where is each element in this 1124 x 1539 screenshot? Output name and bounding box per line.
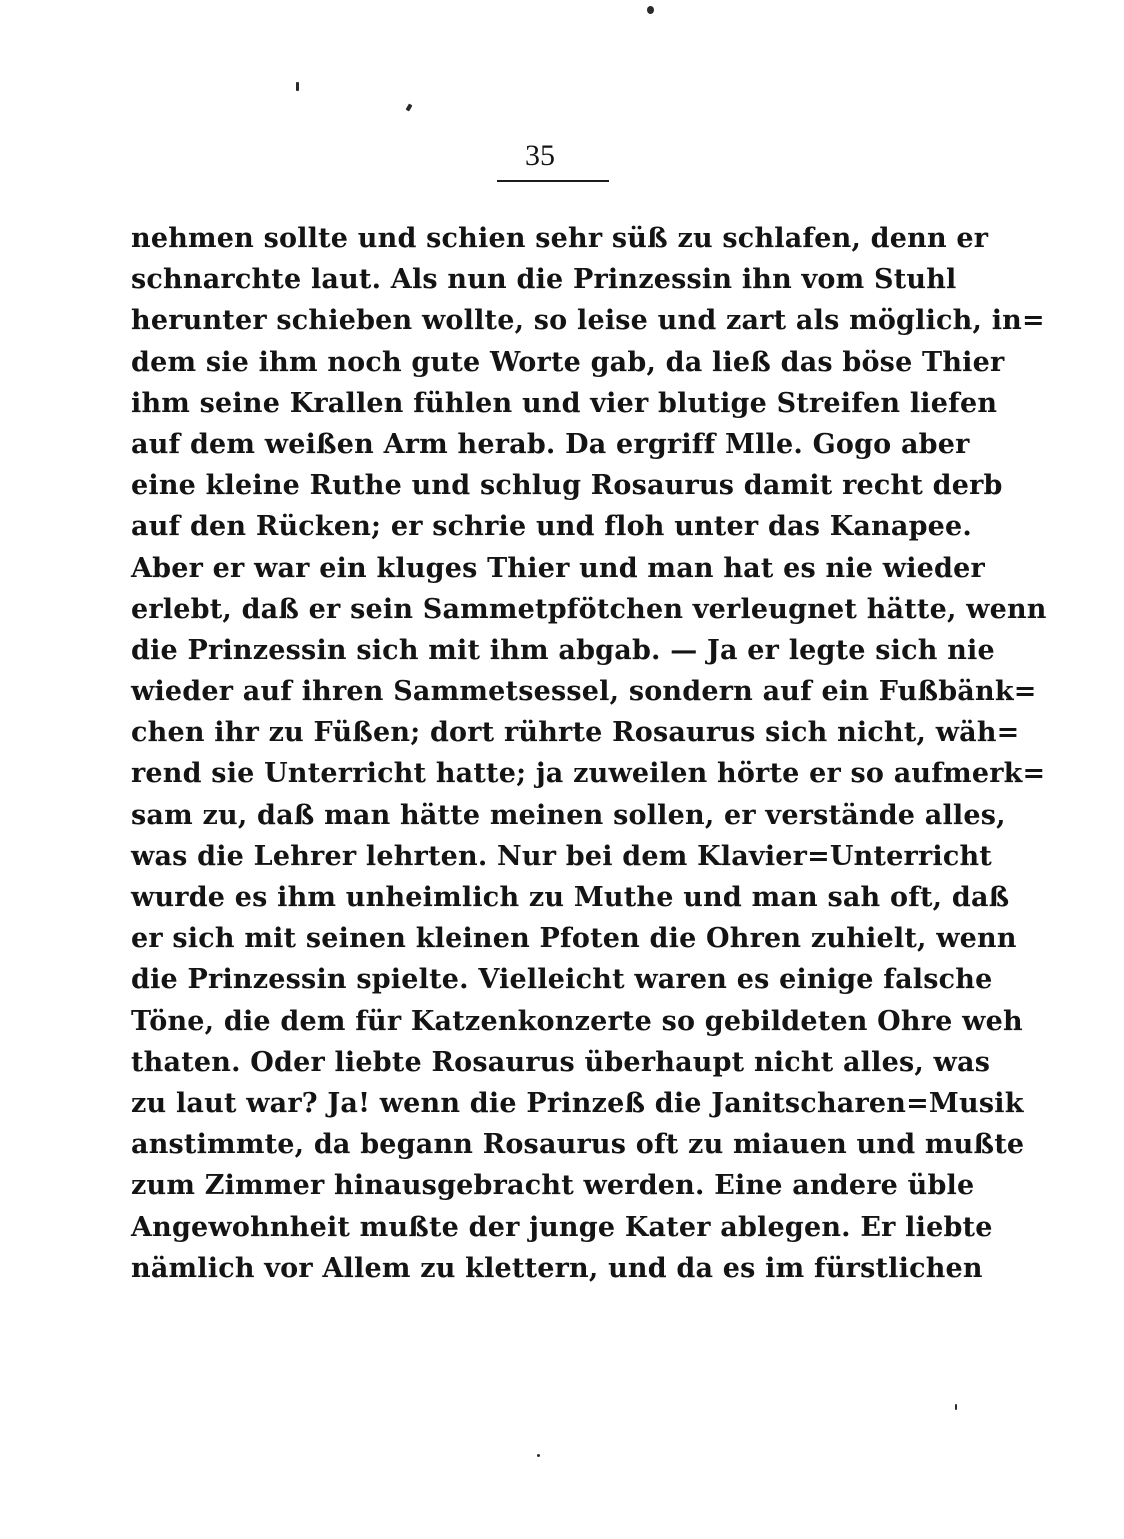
text-line: chen ihr zu Füßen; dort rührte Rosaurus sich nicht, wäh= [131, 717, 1020, 749]
page-number: 35 [525, 139, 555, 172]
text-line: sam zu, daß man hätte meinen sollen, er verstände alles, [131, 799, 1006, 831]
text-line: zu laut war? Ja! wenn die Prinzeß die Janitscharen=Musik [131, 1087, 1024, 1119]
scan-speck-left [296, 82, 299, 91]
text-line: wieder auf ihren Sammetsessel, sondern auf ein Fußbänk= [131, 676, 1037, 708]
text-line: Töne, die dem für Katzenkonzerte so gebildeten Ohre weh [131, 1005, 1023, 1037]
text-line: Aber er war ein kluges Thier und man hat es nie wieder [131, 552, 985, 584]
body-text [131, 218, 1047, 1289]
text-line: anstimmte, da begann Rosaurus oft zu miauen und mußte [131, 1129, 1025, 1161]
text-line: rend sie Unterricht hatte; ja zuweilen hörte er so aufmerk= [131, 758, 1046, 790]
text-line: erlebt, daß er sein Sammetpfötchen verleugnet hätte, wenn [131, 593, 1047, 625]
text-line: dem sie ihm noch gute Worte gab, da ließ das böse Thier [131, 346, 1005, 378]
text-line: zum Zimmer hinausgebracht werden. Eine andere üble [131, 1170, 975, 1202]
scan-speck-mid [406, 103, 413, 111]
text-line: Angewohnheit mußte der junge Kater ablegen. Er liebte [131, 1211, 993, 1243]
text-line: auf dem weißen Arm herab. Da ergriff Mlle. Gogo aber [131, 428, 970, 460]
text-line: herunter schieben wollte, so leise und zart als möglich, in= [131, 305, 1045, 337]
text-line: schnarchte laut. Als nun die Prinzessin ihn vom Stuhl [131, 264, 957, 296]
text-line: die Prinzessin spielte. Vielleicht waren es einige falsche [131, 964, 993, 996]
text-line: nämlich vor Allem zu klettern, und da es im fürstlichen [131, 1252, 983, 1284]
text-line: thaten. Oder liebte Rosaurus überhaupt nicht alles, was [131, 1046, 991, 1078]
text-line: er sich mit seinen kleinen Pfoten die Ohren zuhielt, wenn [131, 923, 1017, 955]
text-line: die Prinzessin sich mit ihm abgab. — Ja er legte sich nie [131, 634, 995, 666]
text-line: auf den Rücken; er schrie und floh unter das Kanapee. [131, 511, 973, 543]
text-line: nehmen sollte und schien sehr süß zu schlafen, denn er [131, 223, 989, 254]
text-line: eine kleine Ruthe und schlug Rosaurus damit recht derb [131, 470, 1003, 502]
text-line: ihm seine Krallen fühlen und vier blutige Streifen liefen [131, 387, 998, 419]
scan-speck-top [647, 6, 654, 14]
text-line: was die Lehrer lehrten. Nur bei dem Klavier=Unterricht [131, 840, 992, 872]
text-line: wurde es ihm unheimlich zu Muthe und man sah oft, daß [131, 882, 1010, 913]
scan-speck-right [955, 1404, 957, 1410]
header-rule [497, 180, 609, 182]
scan-speck-bottom [537, 1454, 540, 1457]
